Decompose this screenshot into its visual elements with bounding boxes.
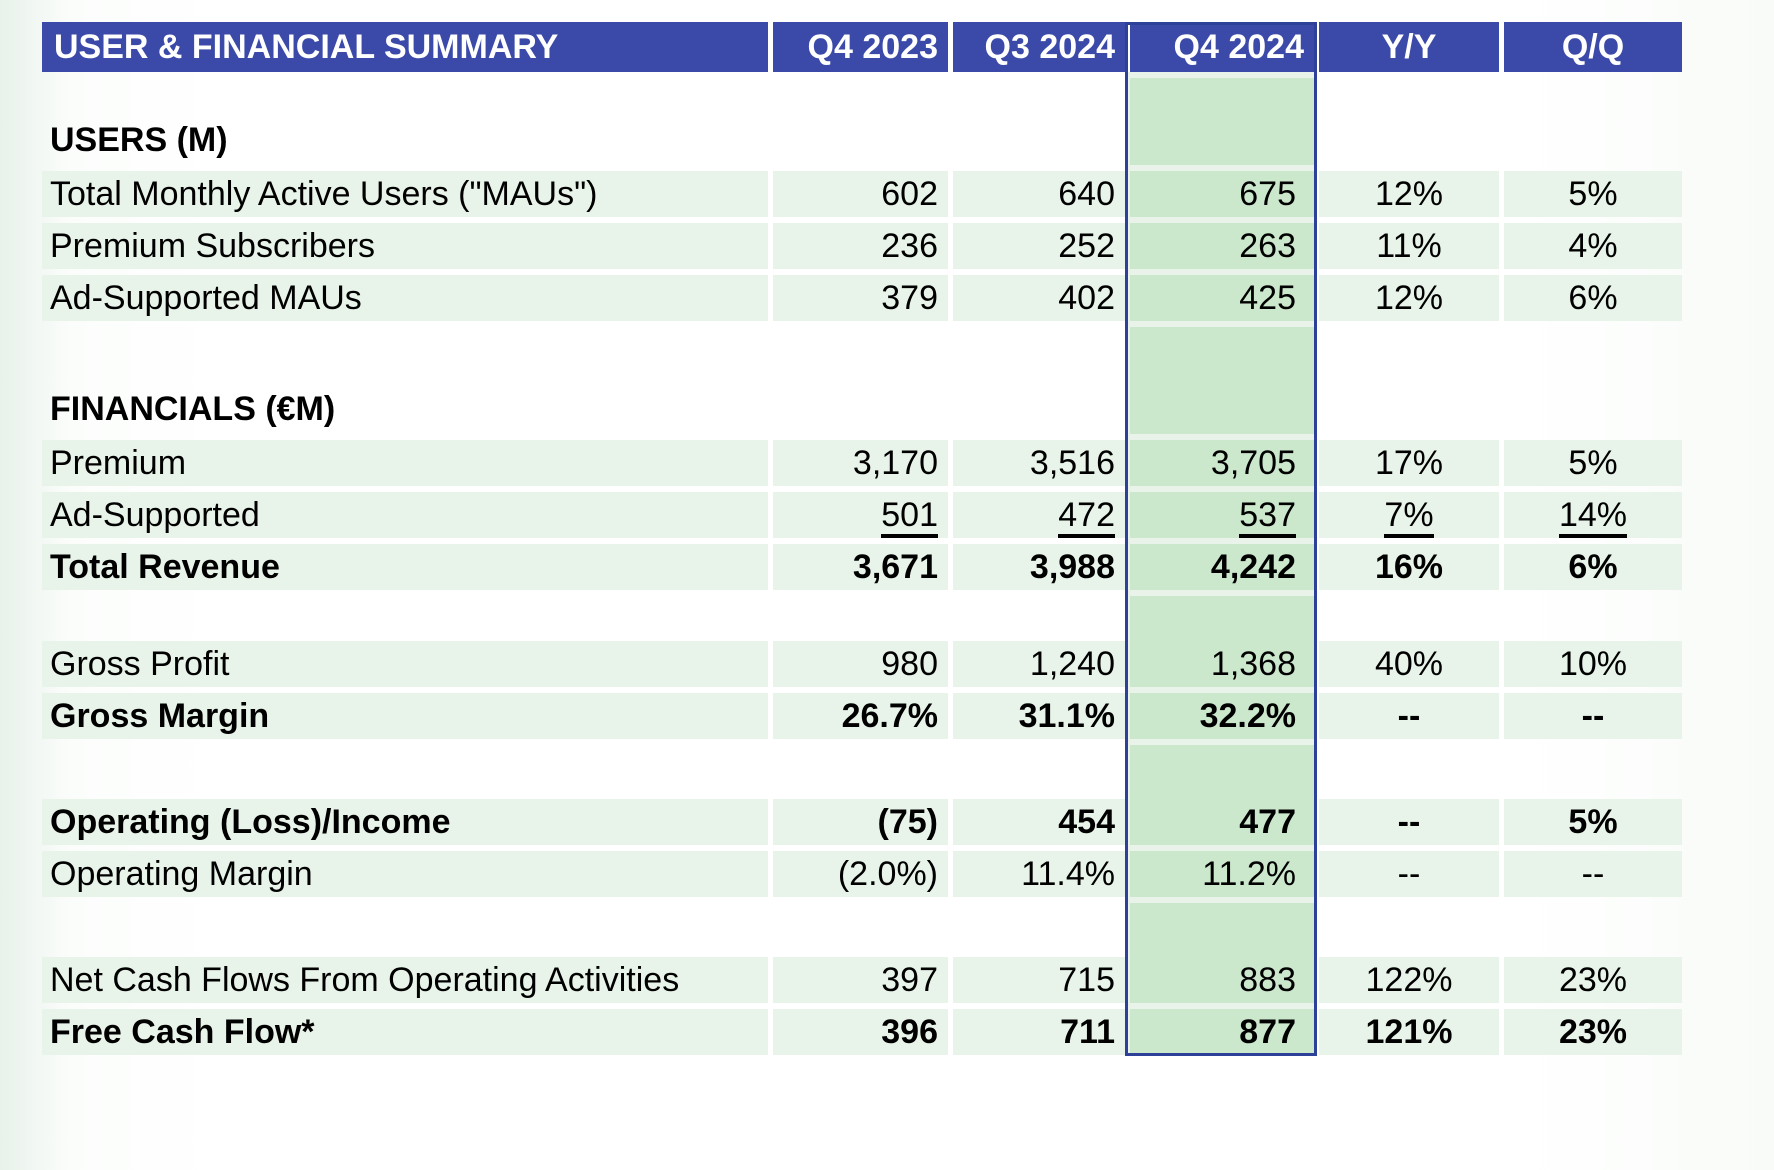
column-header-q4-2023: Q4 2023 — [773, 22, 948, 72]
spacer-cell — [953, 745, 1125, 799]
cell-y-y: 16% — [1319, 544, 1499, 590]
table-row-free-cash-flow — [42, 1009, 1682, 1055]
cell-q4-2024: 263 — [1130, 223, 1314, 269]
underlined-value: 537 — [1239, 497, 1296, 538]
cell-q3-2024: 252 — [953, 223, 1125, 269]
underlined-value: 14% — [1559, 497, 1627, 538]
row-label: Ad-Supported — [42, 492, 768, 538]
section-cell — [1319, 384, 1499, 434]
spacer-cell — [42, 78, 768, 115]
cell-q4-2024 — [1130, 492, 1314, 538]
table-rows — [42, 22, 1682, 1055]
row-label: Total Monthly Active Users ("MAUs") — [42, 171, 768, 217]
table-row-total-monthly-active-users-maus — [42, 171, 1682, 217]
spacer-row — [42, 327, 1682, 384]
spacer-cell — [953, 327, 1125, 384]
cell-q-q: 23% — [1504, 957, 1682, 1003]
cell-y-y: -- — [1319, 851, 1499, 897]
spacer-cell — [42, 596, 768, 641]
cell-q4-2023: 980 — [773, 641, 948, 687]
table-row-gross-profit — [42, 641, 1682, 687]
column-header-q3-2024: Q3 2024 — [953, 22, 1125, 72]
underlined-value: 7% — [1384, 497, 1433, 538]
cell-q-q: 23% — [1504, 1009, 1682, 1055]
table-row-premium — [42, 440, 1682, 486]
section-cell — [953, 384, 1125, 434]
cell-q3-2024: 31.1% — [953, 693, 1125, 739]
cell-y-y: 17% — [1319, 440, 1499, 486]
section-cell — [1504, 384, 1682, 434]
cell-q4-2023: 397 — [773, 957, 948, 1003]
highlighted-spacer-cell — [1130, 78, 1314, 115]
table-row-operating-loss-income — [42, 799, 1682, 845]
section-cell — [773, 115, 948, 165]
section-header-users-m — [42, 115, 1682, 165]
cell-q4-2023: 236 — [773, 223, 948, 269]
section-cell — [1319, 115, 1499, 165]
row-label: Ad-Supported MAUs — [42, 275, 768, 321]
cell-q4-2024: 1,368 — [1130, 641, 1314, 687]
cell-q4-2023: 602 — [773, 171, 948, 217]
spacer-cell — [1504, 903, 1682, 957]
highlighted-spacer-cell — [1130, 327, 1314, 384]
cell-q4-2023: 26.7% — [773, 693, 948, 739]
table-row-net-cash-flows-from-operating-activities — [42, 957, 1682, 1003]
table-header-row — [42, 22, 1682, 72]
cell-y-y: 11% — [1319, 223, 1499, 269]
row-label: Premium — [42, 440, 768, 486]
cell-q3-2024: 11.4% — [953, 851, 1125, 897]
row-label: Gross Margin — [42, 693, 768, 739]
column-header-q-q: Q/Q — [1504, 22, 1682, 72]
spacer-row — [42, 78, 1682, 115]
section-header-financials-m — [42, 384, 1682, 434]
spacer-cell — [1504, 745, 1682, 799]
cell-q4-2024: 883 — [1130, 957, 1314, 1003]
cell-q4-2024: 675 — [1130, 171, 1314, 217]
spacer-cell — [42, 903, 768, 957]
cell-y-y: 40% — [1319, 641, 1499, 687]
underlined-value: 472 — [1058, 497, 1115, 538]
cell-q-q: -- — [1504, 693, 1682, 739]
spacer-cell — [1504, 596, 1682, 641]
cell-q-q: -- — [1504, 851, 1682, 897]
cell-q4-2024: 877 — [1130, 1009, 1314, 1055]
cell-y-y: -- — [1319, 693, 1499, 739]
cell-q3-2024: 402 — [953, 275, 1125, 321]
table-row-gross-margin — [42, 693, 1682, 739]
highlighted-spacer-cell — [1130, 903, 1314, 957]
cell-q3-2024: 454 — [953, 799, 1125, 845]
underlined-value: 501 — [881, 497, 938, 538]
spacer-cell — [953, 903, 1125, 957]
highlighted-spacer-cell — [1130, 596, 1314, 641]
cell-q-q — [1504, 492, 1682, 538]
cell-y-y — [1319, 492, 1499, 538]
cell-q-q: 6% — [1504, 275, 1682, 321]
spacer-row — [42, 745, 1682, 799]
section-title: USERS (M) — [50, 121, 228, 159]
table-row-total-revenue — [42, 544, 1682, 590]
cell-q4-2023: 3,671 — [773, 544, 948, 590]
spacer-cell — [42, 745, 768, 799]
table-title: USER & FINANCIAL SUMMARY — [42, 22, 768, 72]
highlighted-section-cell — [1130, 384, 1314, 434]
spacer-cell — [773, 327, 948, 384]
row-label: Operating Margin — [42, 851, 768, 897]
table-row-operating-margin — [42, 851, 1682, 897]
spacer-cell — [953, 596, 1125, 641]
cell-q-q: 4% — [1504, 223, 1682, 269]
table-row-premium-subscribers — [42, 223, 1682, 269]
spacer-cell — [1504, 327, 1682, 384]
spacer-cell — [773, 745, 948, 799]
section-title: FINANCIALS (€M) — [50, 390, 336, 428]
spacer-cell — [1319, 596, 1499, 641]
cell-q4-2024: 11.2% — [1130, 851, 1314, 897]
spacer-cell — [1319, 903, 1499, 957]
column-header-q4-2024: Q4 2024 — [1130, 22, 1314, 72]
row-label: Gross Profit — [42, 641, 768, 687]
cell-q4-2024: 32.2% — [1130, 693, 1314, 739]
row-label: Free Cash Flow* — [42, 1009, 768, 1055]
cell-y-y: 12% — [1319, 275, 1499, 321]
highlighted-spacer-cell — [1130, 745, 1314, 799]
row-label: Net Cash Flows From Operating Activities — [42, 957, 768, 1003]
cell-q4-2023: (2.0%) — [773, 851, 948, 897]
section-cell — [773, 384, 948, 434]
cell-q4-2024: 425 — [1130, 275, 1314, 321]
cell-q3-2024: 715 — [953, 957, 1125, 1003]
table-row-ad-supported — [42, 492, 1682, 538]
cell-q3-2024: 711 — [953, 1009, 1125, 1055]
spacer-cell — [773, 78, 948, 115]
spacer-cell — [1319, 78, 1499, 115]
section-cell — [1504, 115, 1682, 165]
cell-q4-2023: 379 — [773, 275, 948, 321]
cell-q3-2024: 3,988 — [953, 544, 1125, 590]
cell-y-y: 121% — [1319, 1009, 1499, 1055]
spacer-row — [42, 903, 1682, 957]
cell-q4-2023 — [773, 492, 948, 538]
cell-q-q: 5% — [1504, 440, 1682, 486]
cell-q4-2023: 396 — [773, 1009, 948, 1055]
cell-q3-2024: 1,240 — [953, 641, 1125, 687]
table-row-ad-supported-maus — [42, 275, 1682, 321]
cell-y-y: 122% — [1319, 957, 1499, 1003]
spacer-cell — [773, 903, 948, 957]
cell-q-q: 5% — [1504, 171, 1682, 217]
cell-q3-2024 — [953, 492, 1125, 538]
cell-q-q: 10% — [1504, 641, 1682, 687]
spacer-row — [42, 596, 1682, 641]
spacer-cell — [1504, 78, 1682, 115]
cell-y-y: -- — [1319, 799, 1499, 845]
cell-y-y: 12% — [1319, 171, 1499, 217]
spacer-cell — [953, 78, 1125, 115]
financial-summary-table — [42, 22, 1682, 1056]
cell-q-q: 5% — [1504, 799, 1682, 845]
column-header-y-y: Y/Y — [1319, 22, 1499, 72]
section-cell — [953, 115, 1125, 165]
cell-q4-2024: 477 — [1130, 799, 1314, 845]
cell-q4-2023: (75) — [773, 799, 948, 845]
cell-q3-2024: 3,516 — [953, 440, 1125, 486]
cell-q3-2024: 640 — [953, 171, 1125, 217]
cell-q4-2024: 3,705 — [1130, 440, 1314, 486]
highlighted-section-cell — [1130, 115, 1314, 165]
row-label: Premium Subscribers — [42, 223, 768, 269]
cell-q4-2024: 4,242 — [1130, 544, 1314, 590]
spacer-cell — [773, 596, 948, 641]
row-label: Total Revenue — [42, 544, 768, 590]
cell-q4-2023: 3,170 — [773, 440, 948, 486]
row-label: Operating (Loss)/Income — [42, 799, 768, 845]
cell-q-q: 6% — [1504, 544, 1682, 590]
spacer-cell — [42, 327, 768, 384]
spacer-cell — [1319, 327, 1499, 384]
spacer-cell — [1319, 745, 1499, 799]
